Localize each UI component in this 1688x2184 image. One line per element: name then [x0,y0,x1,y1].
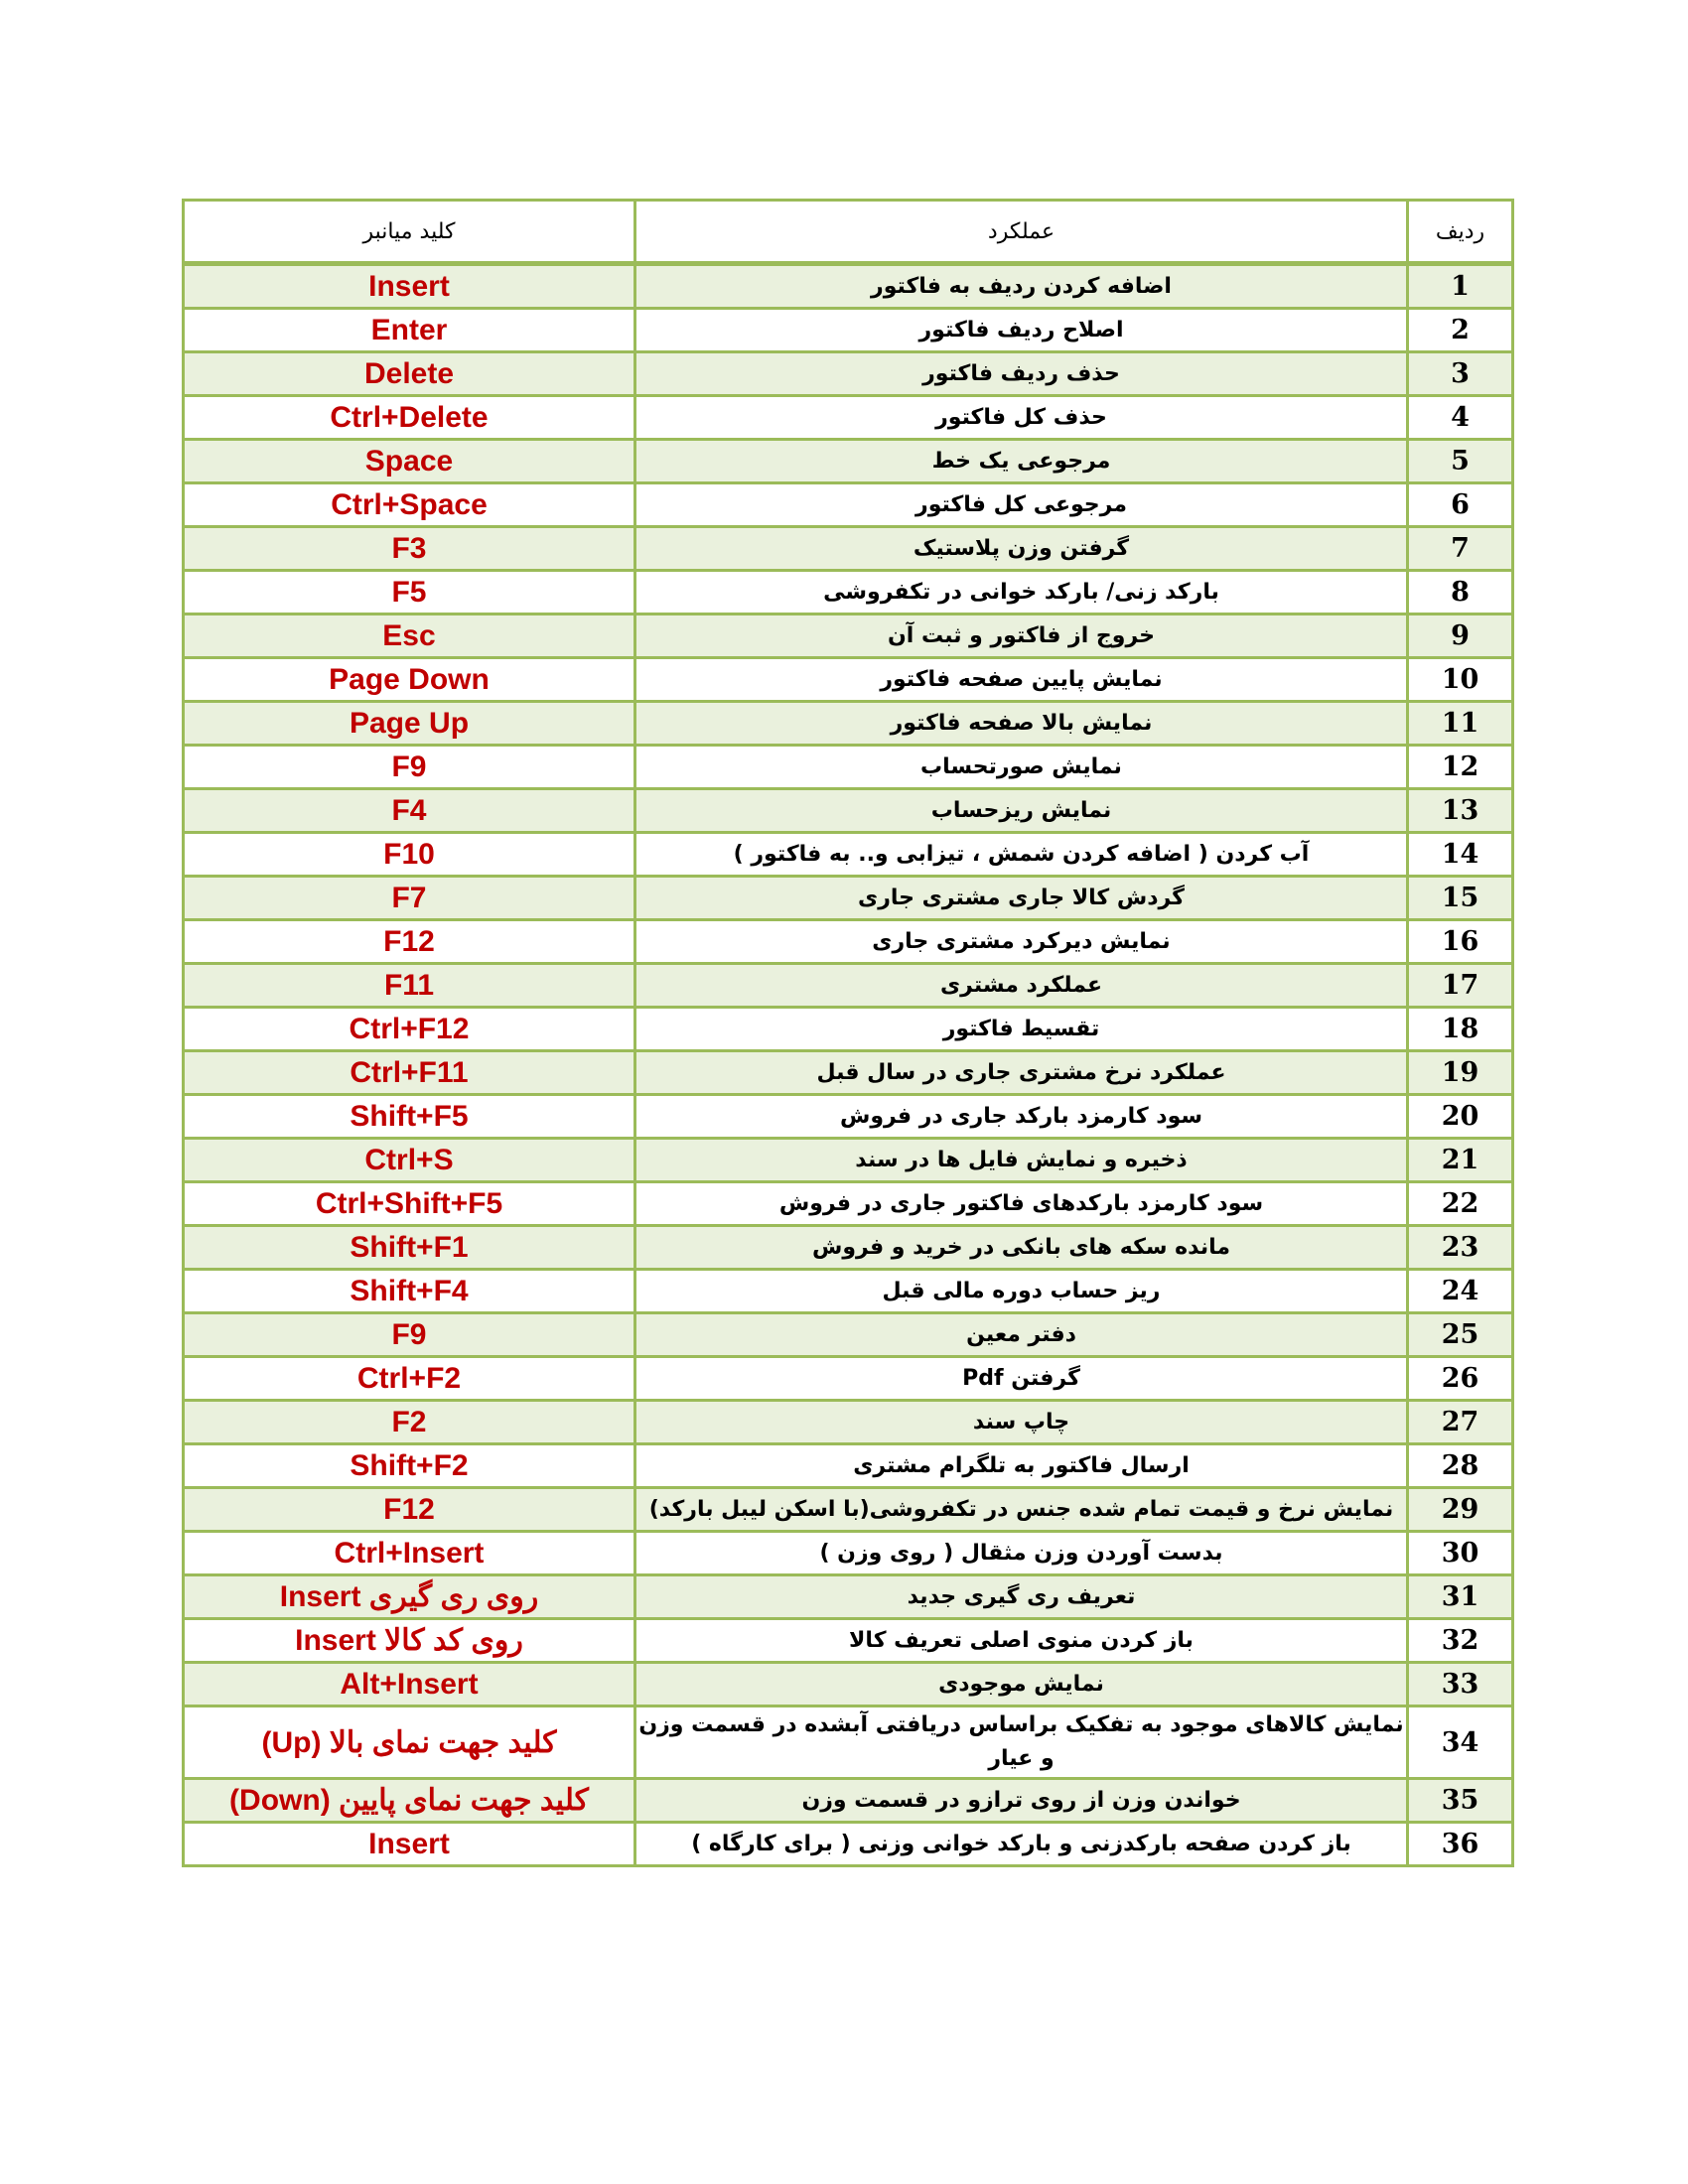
function-cell: نمایش ریزحساب [635,789,1408,833]
shortcut-key-cell [184,1401,635,1444]
shortcut-key-text: Enter [370,313,448,346]
function-cell: باز کردن صفحه بارکدزنی و بارکد خوانی وزنی ( برای کارگاه ) [635,1823,1408,1866]
table-row [184,833,1513,877]
shortcut-key-cell [184,1139,635,1182]
shortcut-key-cell [184,702,635,746]
row-number-cell: 26 [1408,1357,1513,1401]
table-row [184,1226,1513,1270]
row-number-cell: 19 [1408,1051,1513,1095]
row-number-cell: 30 [1408,1532,1513,1575]
header-shortcut-key: کلید میانبر [184,201,635,264]
shortcut-key-cell [184,1051,635,1095]
shortcut-key-text: F7 [391,881,427,914]
shortcut-key-cell [184,440,635,483]
row-number-cell: 16 [1408,920,1513,964]
shortcut-key-text: کلید جهت نمای پایین (Down) [229,1784,589,1817]
row-number-cell: 3 [1408,352,1513,396]
shortcut-key-text: F5 [391,575,427,609]
shortcut-key-cell [184,396,635,440]
table-row [184,789,1513,833]
shortcut-key-text: F12 [383,1492,435,1526]
row-number-cell: 10 [1408,658,1513,702]
table-row [184,483,1513,527]
function-cell: مرجوعی کل فاکتور [635,483,1408,527]
shortcut-key-text: Ctrl+S [364,1143,454,1176]
function-cell: سود کارمزد بارکدهای فاکتور جاری در فروش [635,1182,1408,1226]
shortcut-key-text: Page Down [329,662,490,696]
shortcut-table [182,199,1514,1867]
row-number-cell: 9 [1408,614,1513,658]
shortcut-key-text: F11 [383,968,435,1002]
row-number-cell: 22 [1408,1182,1513,1226]
row-number-cell: 29 [1408,1488,1513,1532]
function-cell: بدست آوردن وزن مثقال ( روی وزن ) [635,1532,1408,1575]
row-number-cell: 24 [1408,1270,1513,1313]
function-cell: نمایش دیرکرد مشتری جاری [635,920,1408,964]
header-row-number: ردیف [1408,201,1513,264]
function-cell: بارکد زنی/ بارکد خوانی در تکفروشی [635,571,1408,614]
table-row [184,1663,1513,1706]
row-number-cell: 36 [1408,1823,1513,1866]
shortcut-key-cell [184,1663,635,1706]
table-row [184,1270,1513,1313]
shortcut-key-text: F10 [383,837,435,871]
table-row [184,1532,1513,1575]
table-row [184,1488,1513,1532]
function-cell: نمایش موجودی [635,1663,1408,1706]
shortcut-key-cell [184,1779,635,1823]
shortcut-key-cell [184,1706,635,1779]
function-cell: گرفتن وزن پلاستیک [635,527,1408,571]
table-row [184,920,1513,964]
shortcut-key-cell [184,1313,635,1357]
shortcut-key-text: Ctrl+F11 [350,1055,469,1089]
row-number-cell: 4 [1408,396,1513,440]
table-row [184,658,1513,702]
function-cell: گرفتن Pdf [635,1357,1408,1401]
shortcut-key-cell [184,527,635,571]
function-cell: گردش کالا جاری مشتری جاری [635,877,1408,920]
shortcut-key-cell [184,920,635,964]
shortcut-key-cell [184,614,635,658]
shortcut-key-cell [184,352,635,396]
table-row [184,1008,1513,1051]
row-number-cell: 5 [1408,440,1513,483]
row-number-cell: 33 [1408,1663,1513,1706]
table-row [184,1051,1513,1095]
shortcut-key-text: Delete [363,356,455,390]
shortcut-key-cell [184,1488,635,1532]
shortcut-key-cell [184,833,635,877]
table-row [184,1357,1513,1401]
shortcut-key-cell [184,483,635,527]
shortcut-key-text: Ctrl+F12 [349,1012,470,1045]
function-cell: باز کردن منوی اصلی تعریف کالا [635,1619,1408,1663]
row-number-cell: 13 [1408,789,1513,833]
function-cell: نمایش کالاهای موجود به تفکیک براساس دریافتی آبشده در قسمت وزن و عیار [635,1706,1408,1779]
shortcut-key-cell [184,789,635,833]
table-row [184,440,1513,483]
row-number-cell: 31 [1408,1575,1513,1619]
table-row [184,1779,1513,1823]
table-row [184,1095,1513,1139]
table-row [184,702,1513,746]
row-number-cell: 17 [1408,964,1513,1008]
shortcut-key-cell [184,264,635,309]
shortcut-key-cell [184,746,635,789]
row-number-cell: 7 [1408,527,1513,571]
shortcut-key-cell [184,1226,635,1270]
table-body [184,264,1513,1866]
function-cell: عملکرد مشتری [635,964,1408,1008]
shortcut-key-text: F2 [391,1405,427,1438]
function-cell: ریز حساب دوره مالی قبل [635,1270,1408,1313]
table-row [184,614,1513,658]
function-cell: تقسیط فاکتور [635,1008,1408,1051]
function-cell: مانده سکه های بانکی در خرید و فروش [635,1226,1408,1270]
shortcut-key-cell [184,1444,635,1488]
table-row [184,877,1513,920]
shortcut-key-cell [184,571,635,614]
row-number-cell: 20 [1408,1095,1513,1139]
shortcut-key-text: Ctrl+Delete [330,400,489,434]
shortcut-key-cell [184,964,635,1008]
function-cell: حذف کل فاکتور [635,396,1408,440]
table-header-row [184,201,1513,264]
table-row [184,1823,1513,1866]
function-cell: ذخیره و نمایش فایل ها در سند [635,1139,1408,1182]
shortcut-key-text: Ctrl+Insert [334,1536,485,1570]
shortcut-key-text: Ctrl+Space [331,487,488,521]
row-number-cell: 23 [1408,1226,1513,1270]
function-cell: خروج از فاکتور و ثبت آن [635,614,1408,658]
header-function: عملکرد [635,201,1408,264]
table-row [184,1182,1513,1226]
function-cell: سود کارمزد بارکد جاری در فروش [635,1095,1408,1139]
row-number-cell: 2 [1408,309,1513,352]
shortcut-key-text: Insert روی کد کالا [295,1624,523,1657]
function-cell: عملکرد نرخ مشتری جاری در سال قبل [635,1051,1408,1095]
row-number-cell: 34 [1408,1706,1513,1779]
function-cell: اصلاح ردیف فاکتور [635,309,1408,352]
function-cell: مرجوعی یک خط [635,440,1408,483]
shortcut-key-text: Insert [368,1827,450,1860]
table-row [184,527,1513,571]
table-row [184,264,1513,309]
row-number-cell: 6 [1408,483,1513,527]
shortcut-key-text: Ctrl+Shift+F5 [315,1186,503,1220]
shortcut-key-cell [184,877,635,920]
table-row [184,352,1513,396]
row-number-cell: 12 [1408,746,1513,789]
function-cell: تعریف ری گیری جدید [635,1575,1408,1619]
row-number-cell: 8 [1408,571,1513,614]
shortcut-key-text: Insert روی ری گیری [279,1580,539,1613]
shortcut-key-text: Shift+F4 [350,1274,469,1307]
function-cell: نمایش بالا صفحه فاکتور [635,702,1408,746]
function-cell: دفتر معین [635,1313,1408,1357]
function-cell: آب کردن ( اضافه کردن شمش ، تیزابی و.. به فاکتور ) [635,833,1408,877]
table-row [184,1139,1513,1182]
shortcut-key-text: F12 [383,924,435,958]
table-row [184,964,1513,1008]
table-row [184,1401,1513,1444]
table-row [184,1619,1513,1663]
row-number-cell: 35 [1408,1779,1513,1823]
shortcut-key-cell [184,1008,635,1051]
function-cell: نمایش صورتحساب [635,746,1408,789]
table-row [184,396,1513,440]
function-cell: حذف ردیف فاکتور [635,352,1408,396]
function-cell: ارسال فاکتور به تلگرام مشتری [635,1444,1408,1488]
table-row [184,571,1513,614]
row-number-cell: 18 [1408,1008,1513,1051]
table-row [184,309,1513,352]
shortcut-key-cell [184,1619,635,1663]
shortcut-key-text: F9 [391,750,427,783]
row-number-cell: 25 [1408,1313,1513,1357]
shortcut-key-cell [184,1823,635,1866]
function-cell: اضافه کردن ردیف به فاکتور [635,264,1408,309]
row-number-cell: 27 [1408,1401,1513,1444]
function-cell: خواندن وزن از روی ترازو در قسمت وزن [635,1779,1408,1823]
shortcut-key-cell [184,1270,635,1313]
row-number-cell: 15 [1408,877,1513,920]
function-cell: نمایش نرخ و قیمت تمام شده جنس در تکفروشی(با اسکن لیبل بارکد) [635,1488,1408,1532]
shortcut-key-text: Alt+Insert [340,1667,479,1701]
table-row [184,1444,1513,1488]
shortcut-key-text: Space [364,444,454,478]
shortcut-key-cell [184,309,635,352]
shortcut-key-cell [184,1575,635,1619]
shortcut-key-cell [184,1357,635,1401]
shortcut-key-cell [184,1532,635,1575]
shortcut-key-text: Esc [382,618,436,652]
row-number-cell: 1 [1408,264,1513,309]
table-row [184,1575,1513,1619]
row-number-cell: 11 [1408,702,1513,746]
shortcut-key-text: F9 [391,1317,427,1351]
shortcut-key-cell [184,1182,635,1226]
table-row [184,1706,1513,1779]
row-number-cell: 28 [1408,1444,1513,1488]
row-number-cell: 14 [1408,833,1513,877]
shortcut-key-text: Page Up [349,706,470,740]
row-number-cell: 32 [1408,1619,1513,1663]
row-number-cell: 21 [1408,1139,1513,1182]
shortcut-key-cell [184,1095,635,1139]
table-row [184,746,1513,789]
shortcut-key-text: Shift+F1 [350,1230,469,1264]
shortcut-key-text: Ctrl+F2 [356,1361,462,1395]
shortcut-key-text: Shift+F2 [350,1448,469,1482]
shortcut-key-text: Insert [368,269,450,303]
shortcut-key-text: F4 [391,793,427,827]
shortcut-key-text: F3 [391,531,427,565]
table-row [184,1313,1513,1357]
shortcut-key-text: کلید جهت نمای بالا (Up) [261,1725,557,1759]
function-cell: نمایش پایین صفحه فاکتور [635,658,1408,702]
shortcut-key-text: Shift+F5 [350,1099,469,1133]
shortcut-key-cell [184,658,635,702]
function-cell: چاپ سند [635,1401,1408,1444]
